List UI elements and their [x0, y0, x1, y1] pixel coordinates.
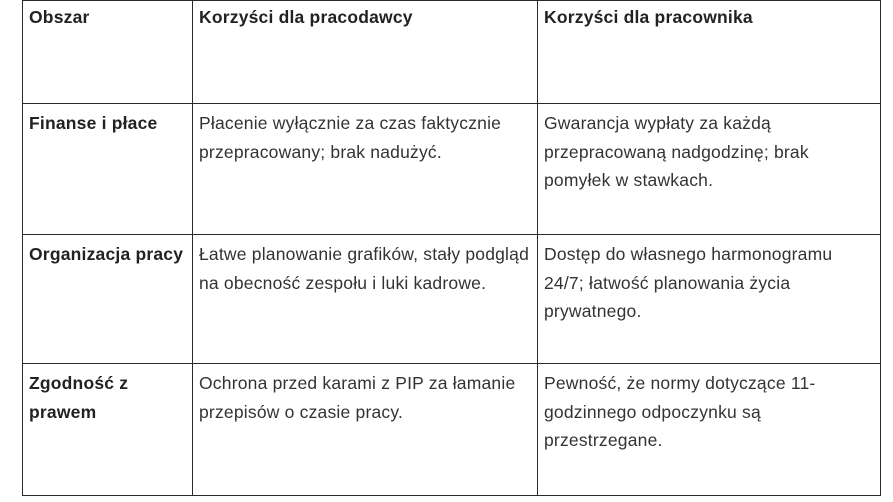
header-employee-benefits: Korzyści dla pracownika — [538, 1, 881, 104]
table-row — [23, 104, 881, 235]
table-row — [23, 235, 881, 364]
cell-area: Zgodność z prawem — [23, 364, 193, 496]
benefits-table — [22, 0, 881, 496]
table-header-row — [23, 1, 881, 104]
cell-employer-benefit: Ochrona przed karami z PIP za łamanie przepisów o czasie pracy. — [193, 364, 538, 496]
cell-employee-benefit: Dostęp do własnego harmonogramu 24/7; łatwość planowania życia prywatnego. — [538, 235, 881, 364]
header-area: Obszar — [23, 1, 193, 104]
cell-employer-benefit: Płacenie wyłącznie za czas faktycznie przepracowany; brak nadużyć. — [193, 104, 538, 235]
cell-employee-benefit: Pewność, że normy dotyczące 11-godzinnego odpoczynku są przestrzegane. — [538, 364, 881, 496]
benefits-table-container — [22, 0, 880, 495]
cell-area: Organizacja pracy — [23, 235, 193, 364]
cell-employee-benefit: Gwarancja wypłaty za każdą przepracowaną nadgodzinę; brak pomyłek w stawkach. — [538, 104, 881, 235]
cell-employer-benefit: Łatwe planowanie grafików, stały podgląd na obecność zespołu i luki kadrowe. — [193, 235, 538, 364]
header-employer-benefits: Korzyści dla pracodawcy — [193, 1, 538, 104]
table-row — [23, 364, 881, 496]
cell-area: Finanse i płace — [23, 104, 193, 235]
